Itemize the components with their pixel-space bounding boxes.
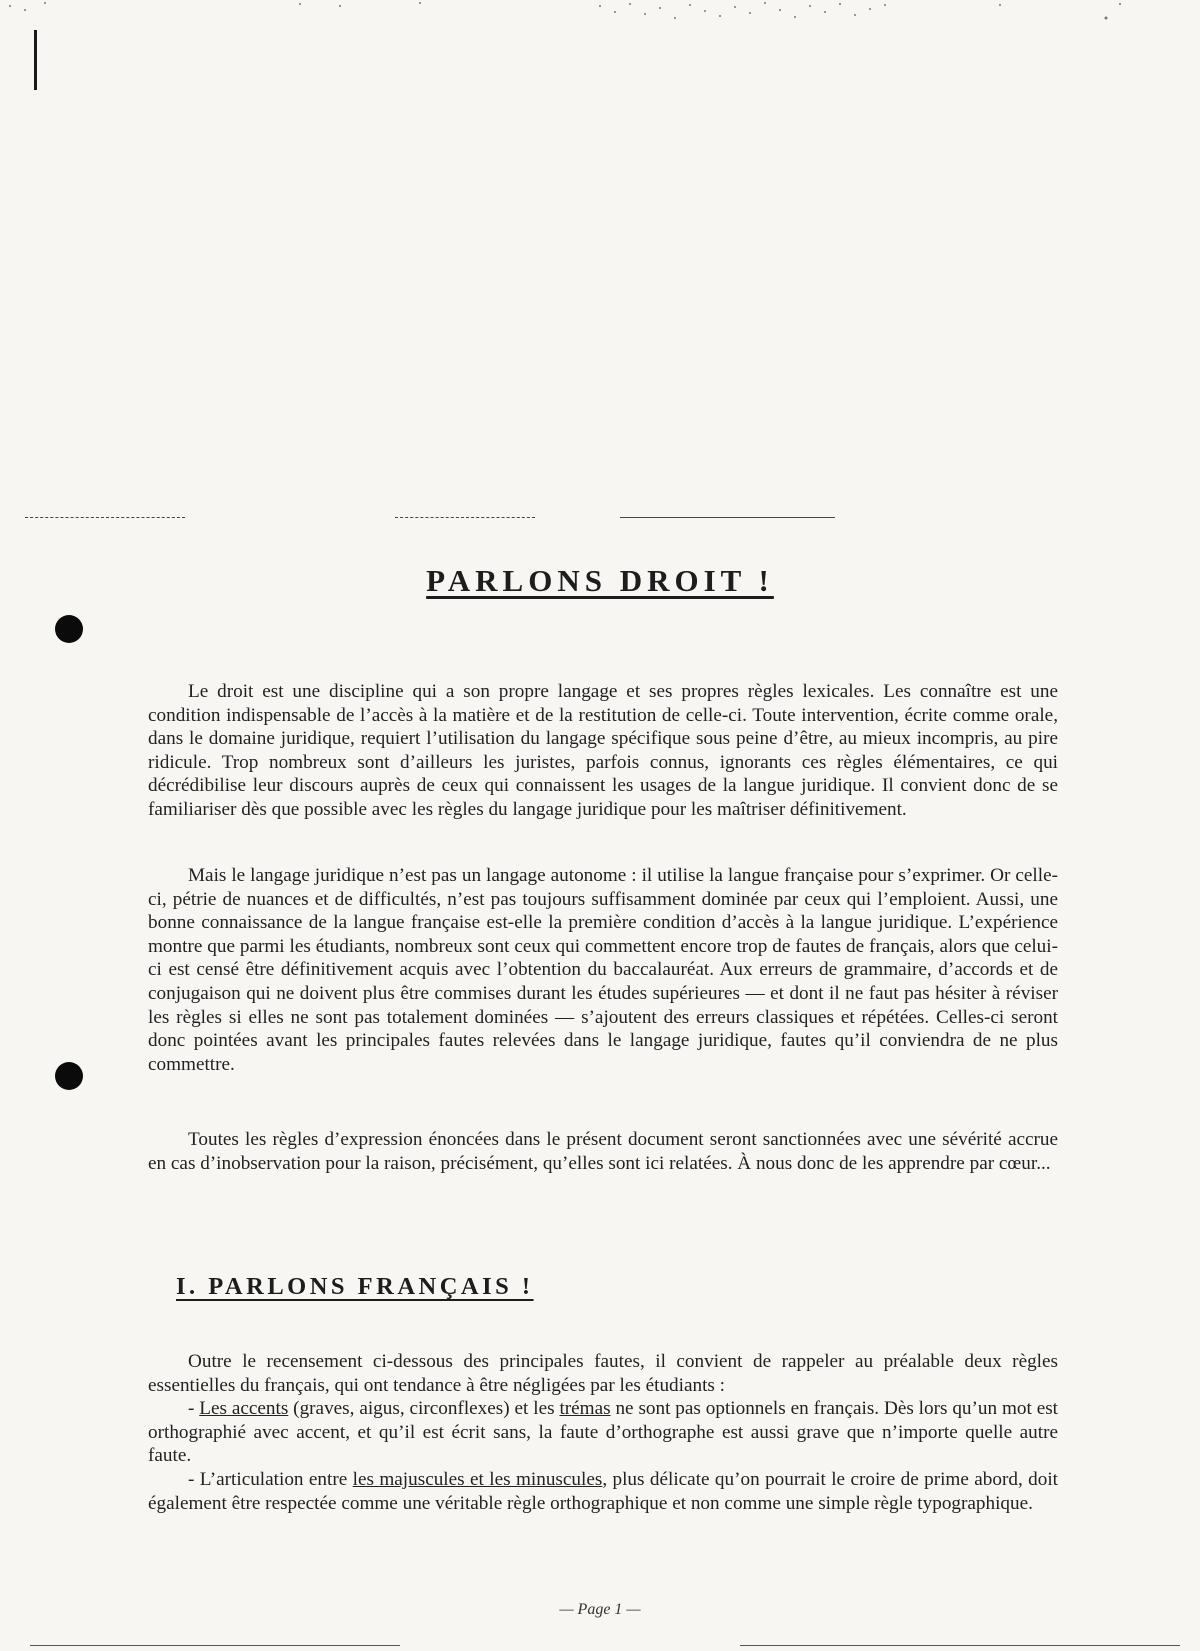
page-number: — Page 1 — [559, 1601, 641, 1618]
divider [25, 517, 185, 518]
scan-noise [0, 0, 1200, 30]
rule-keyword: Les accents [199, 1398, 289, 1420]
rule-text: (graves, aigus, circonflexes) et les [288, 1398, 560, 1420]
section-intro: Outre le recensement ci-dessous des principales fautes, il convient de rappeler au préalable deux règles essentielles du français, qui ont tendance à être négligées par les étudiants : [148, 1351, 1058, 1396]
divider [620, 517, 835, 518]
rule-accents [148, 1397, 1058, 1468]
divider [30, 1645, 400, 1646]
rule-text: , plus délicate qu’on pourrait le croire de prime abord, doit également être respectée comme une véritable règle orthographique et non comme une simple règle typographique. [148, 1468, 1058, 1514]
page-title: PARLONS DROIT ! [426, 563, 774, 598]
punch-hole [55, 615, 83, 643]
paragraph: Toutes les règles d’expression énoncées dans le présent document seront sanctionnées avec une sévérité accrue en cas d’inobservation pour la raison, précisément, qu’elles sont ici relatées. À nous donc de les apprendre par cœur... [148, 1129, 1058, 1174]
rule-prefix: - L’articulation entre [188, 1468, 353, 1490]
paragraph: Mais le langage juridique n’est pas un langage autonome : il utilise la langue française pour s’exprimer. Or celle-ci, pétrie de nuances et de difficultés, n’est pas toujours suffisamment dominée par ceux qui l’emploient. Aussi, une bonne connaissance de la langue française est-elle la première condition d’accès à la langue juridique. L’expérience montre que parmi les étudiants, nombreux sont ceux qui commettent encore trop de fautes de français, alors que celui-ci est censé être définitivement acquis avec l’obtention du baccalauréat. Aux erreurs de grammaire, d’accords et de conjugaison qui ne doivent plus être commises durant les études supérieures — et dont il ne faut pas hésiter à réviser les règles si elles ne sont pas totalement dominées — s’ajoutent des erreurs classiques et répétées. Celles-ci seront donc pointées avant les principales fautes relevées dans le langage juridique, fautes qu’il conviendra de ne plus commettre. [148, 865, 1058, 1075]
rule-text: ne sont pas optionnels en français. Dès lors qu’un mot est orthographié avec accent, et qu’il est écrit sans, la faute d’orthographe est aussi grave que n’importe quelle autre faute. [148, 1398, 1059, 1467]
divider [740, 1645, 1180, 1646]
section-title: I. PARLONS FRANÇAIS ! [176, 1273, 534, 1300]
rule-keyword: les majuscules et les minuscules [352, 1468, 603, 1490]
paragraph: Le droit est une discipline qui a son propre langage et ses propres règles lexicales. Les connaître est une condition indispensable de l’accès à la matière et de la restitution de celle-ci. Toute intervention, écrite comme orale, dans le domaine juridique, requiert l’utilisation du langage spécifique sous peine d’être, au mieux incompris, au pire ridicule. Trop nombreux sont d’ailleurs les juristes, parfois connus, ignorants ces règles élémentaires, ce qui décrédibilise leur discours auprès de ceux qui connaissent les usages de la langue juridique. Il convient donc de se familiariser dès que possible avec les règles du langage juridique pour les maîtriser définitivement. [148, 681, 1058, 820]
divider [395, 517, 535, 518]
section-body [148, 1350, 1058, 1515]
scan-edge-mark [34, 30, 37, 90]
rule-capitals [148, 1468, 1058, 1515]
punch-hole [55, 1062, 83, 1090]
rule-prefix: - [188, 1398, 200, 1420]
rule-keyword: trémas [559, 1398, 611, 1420]
